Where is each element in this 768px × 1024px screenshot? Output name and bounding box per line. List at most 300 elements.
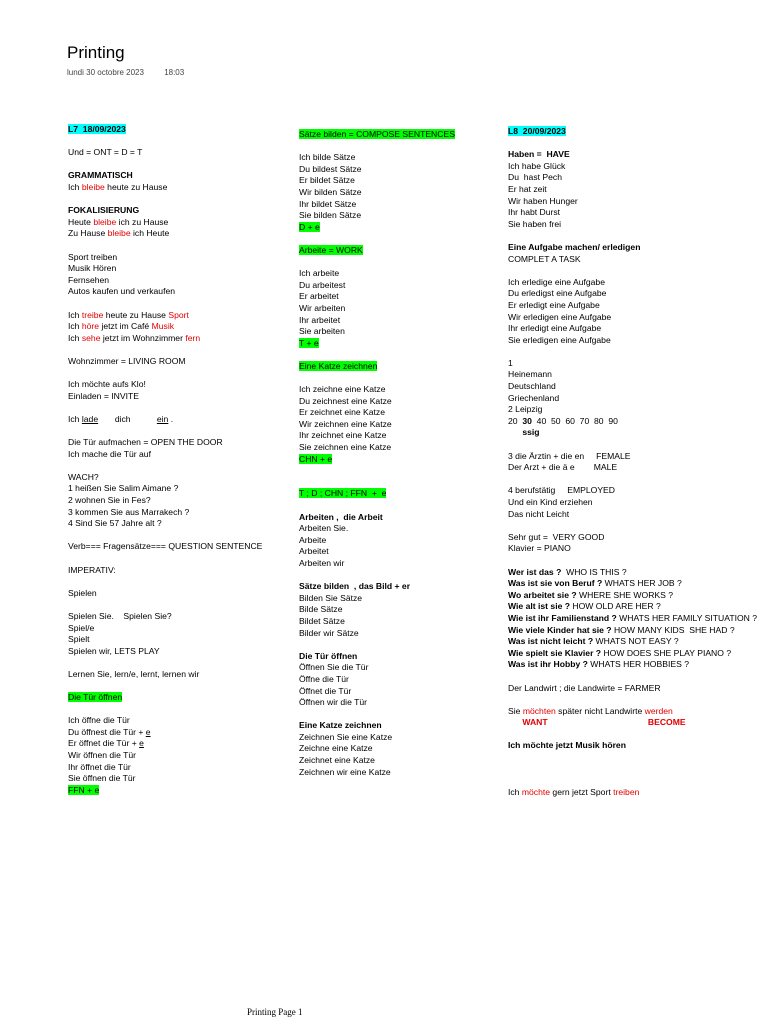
note-segment: COMPLET A TASK xyxy=(508,253,581,264)
blank-line xyxy=(299,477,455,489)
note-segment: Ich xyxy=(68,332,82,343)
blank-line xyxy=(68,681,262,693)
blank-line xyxy=(299,709,455,721)
note-line xyxy=(299,280,455,292)
note-line xyxy=(299,674,455,686)
note-segment: treibe xyxy=(81,309,104,320)
note-segment: WHO IS THIS ? xyxy=(561,566,627,577)
note-segment: Spielen Sie. Spielen Sie? xyxy=(68,610,172,621)
note-segment: 2 Leipzig xyxy=(508,404,543,415)
blank-line xyxy=(508,555,757,567)
note-segment: IMPERATIV: xyxy=(68,564,116,575)
note-segment: ich Heute xyxy=(130,228,170,239)
note-segment: CHN + e xyxy=(299,453,333,464)
note-line xyxy=(508,207,757,219)
blank-line xyxy=(68,530,262,542)
note-segment: Ich habe Glück xyxy=(508,160,566,171)
blank-line xyxy=(508,230,757,242)
note-segment: höre xyxy=(81,321,100,332)
note-line xyxy=(68,773,262,785)
note-segment: Du öffnest die Tür + xyxy=(68,726,146,737)
note-line xyxy=(299,488,455,500)
note-line xyxy=(508,196,757,208)
note-line xyxy=(299,338,455,350)
note-line xyxy=(508,184,757,196)
note-segment: GRAMMATISCH xyxy=(68,170,133,181)
note-line xyxy=(299,546,455,558)
notes-column-2 xyxy=(299,129,455,778)
blank-line xyxy=(508,265,757,277)
note-line xyxy=(299,396,455,408)
note-segment: Wo arbeitet sie ? xyxy=(508,589,577,600)
blank-line xyxy=(508,474,757,486)
note-line xyxy=(299,164,455,176)
note-line xyxy=(508,567,757,579)
note-line xyxy=(68,507,262,519)
note-line xyxy=(68,124,262,136)
blank-line xyxy=(68,425,262,437)
note-segment: Arbeiten wir xyxy=(299,557,345,568)
blank-line xyxy=(299,570,455,582)
note-segment: WHATS HER HOBBIES ? xyxy=(587,659,689,670)
note-segment: Arbeiten , die Arbeit xyxy=(299,511,383,522)
note-segment: Sie bilden Sätze xyxy=(299,210,362,221)
note-segment: Wer ist das ? xyxy=(508,566,562,577)
note-segment: Einladen = INVITE xyxy=(68,390,139,401)
note-segment: treiben xyxy=(613,786,640,797)
note-segment: Ich möchte jetzt Musik hören xyxy=(508,740,626,751)
note-segment: möchten xyxy=(522,705,556,716)
note-line xyxy=(68,321,262,333)
note-segment: e xyxy=(139,738,144,749)
note-segment: Klavier = PIANO xyxy=(508,543,571,554)
note-line xyxy=(68,414,262,426)
notes-column-3 xyxy=(508,126,757,798)
note-line xyxy=(299,199,455,211)
note-line xyxy=(68,147,262,159)
note-segment: WHATS HER JOB ? xyxy=(602,578,682,589)
note-segment: Zeichnet eine Katze xyxy=(299,755,375,766)
note-segment: . xyxy=(168,413,174,424)
note-line xyxy=(508,288,757,300)
note-segment: Spielen xyxy=(68,587,97,598)
note-line xyxy=(508,312,757,324)
note-line xyxy=(508,648,757,660)
note-segment: Bildet Sätze xyxy=(299,615,345,626)
note-segment: ein xyxy=(156,413,169,424)
note-line xyxy=(68,472,262,484)
note-segment: Ich xyxy=(68,413,82,424)
note-segment: Eine Katze zeichnen xyxy=(299,360,378,371)
note-segment: Ich bilde Sätze xyxy=(299,152,356,163)
note-line xyxy=(299,732,455,744)
note-segment: WACH? xyxy=(68,471,99,482)
note-segment: Griechenland xyxy=(508,392,560,403)
note-line xyxy=(299,152,455,164)
note-line xyxy=(508,358,757,370)
note-segment: heute zu Hause xyxy=(104,181,168,192)
blank-line xyxy=(299,349,455,361)
note-line xyxy=(68,483,262,495)
note-line xyxy=(508,706,757,718)
note-segment: Öffnen Sie die Tür xyxy=(299,662,369,673)
blank-line xyxy=(299,257,455,269)
note-segment: Öffnen wir die Tür xyxy=(299,697,367,708)
note-segment: Wir bilden Sätze xyxy=(299,186,362,197)
note-segment: Ihr arbeitet xyxy=(299,314,341,325)
note-segment: Autos kaufen und verkaufen xyxy=(68,286,176,297)
note-segment: werden xyxy=(644,705,673,716)
note-segment: Er öffnet die Tür + xyxy=(68,738,140,749)
note-segment: HOW MANY KIDS SHE HAD ? xyxy=(611,624,735,635)
blank-line xyxy=(508,752,757,764)
note-line xyxy=(508,254,757,266)
page-time: 18:03 xyxy=(164,68,185,77)
blank-line xyxy=(299,465,455,477)
note-line xyxy=(299,558,455,570)
note-line xyxy=(299,129,455,141)
note-segment: Öffnet die Tür xyxy=(299,685,352,696)
note-line xyxy=(68,333,262,345)
blank-line xyxy=(508,671,757,683)
note-line xyxy=(299,187,455,199)
note-line xyxy=(299,651,455,663)
note-line xyxy=(508,161,757,173)
note-segment: Ihr erledigt eine Aufgabe xyxy=(508,323,602,334)
note-line xyxy=(508,323,757,335)
blank-line xyxy=(508,775,757,787)
blank-line xyxy=(508,138,757,150)
note-segment: Und = ONT = D = T xyxy=(68,147,143,158)
blank-line xyxy=(299,372,455,384)
note-segment: 40 50 60 70 80 90 xyxy=(531,415,618,426)
note-segment: Sätze bilden , das Bild + er xyxy=(299,581,411,592)
note-segment: T + e xyxy=(299,337,319,348)
note-segment: FFN + e xyxy=(68,784,100,795)
note-segment: Sie xyxy=(508,705,523,716)
note-line xyxy=(508,497,757,509)
note-segment: Spiel/e xyxy=(68,622,95,633)
note-line xyxy=(68,182,262,194)
note-segment: Arbeite xyxy=(299,534,327,545)
note-line xyxy=(299,628,455,640)
note-line xyxy=(68,449,262,461)
blank-line xyxy=(68,159,262,171)
note-line xyxy=(508,126,757,138)
note-segment: 3 kommen Sie aus Marrakech ? xyxy=(68,506,190,517)
note-segment: WHERE SHE WORKS ? xyxy=(576,589,674,600)
note-segment: Was ist nicht leicht ? xyxy=(508,636,594,647)
blank-line xyxy=(68,136,262,148)
note-segment: Du zeichnest eine Katze xyxy=(299,395,392,406)
note-segment: möchte xyxy=(521,786,551,797)
note-line xyxy=(68,738,262,750)
note-line xyxy=(299,384,455,396)
note-segment: 20 xyxy=(508,415,523,426)
note-segment: Wir öffnen die Tür xyxy=(68,750,136,761)
note-line xyxy=(508,740,757,752)
note-segment: 4 berufstätig EMPLOYED xyxy=(508,485,615,496)
note-segment: Zeichnen Sie eine Katze xyxy=(299,731,393,742)
note-segment: Eine Katze zeichnen xyxy=(299,720,382,731)
note-segment: Arbeite = WORK xyxy=(299,244,363,255)
note-segment: Wohnzimmer = LIVING ROOM xyxy=(68,355,186,366)
blank-line xyxy=(68,402,262,414)
note-segment: Ich arbeite xyxy=(299,268,340,279)
note-segment: Er hat zeit xyxy=(508,183,547,194)
note-segment: FOKALISIERUNG xyxy=(68,205,140,216)
note-segment: Sätze bilden = COMPOSE SENTENCES xyxy=(299,129,455,139)
note-segment: Ich zeichne eine Katze xyxy=(299,384,386,395)
note-segment: Zeichnen wir eine Katze xyxy=(299,766,391,777)
note-segment: Sie haben frei xyxy=(508,218,562,229)
blank-line xyxy=(508,439,757,451)
note-segment: Ich möchte aufs Klo! xyxy=(68,379,146,390)
notes-column-1 xyxy=(68,124,262,796)
note-segment: L7 18/09/2023 xyxy=(68,124,126,134)
note-segment: Musik Hören xyxy=(68,263,117,274)
note-segment: L8 20/09/2023 xyxy=(508,126,566,136)
blank-line xyxy=(508,729,757,741)
note-segment: Wir arbeiten xyxy=(299,302,346,313)
note-line xyxy=(68,692,262,704)
note-segment: Wie alt ist sie ? xyxy=(508,601,571,612)
note-line xyxy=(508,509,757,521)
note-segment: HOW DOES SHE PLAY PIANO ? xyxy=(601,647,732,658)
note-segment: Du arbeitest xyxy=(299,279,346,290)
note-line xyxy=(299,303,455,315)
note-segment: bleibe xyxy=(107,228,131,239)
note-segment: gern jetzt Sport xyxy=(550,786,614,797)
note-line xyxy=(299,419,455,431)
note-line xyxy=(68,541,262,553)
note-segment: Verb=== Fragensätze=== QUESTION SENTENCE xyxy=(68,541,263,552)
note-segment: Haben = HAVE xyxy=(508,149,570,160)
note-line xyxy=(508,462,757,474)
blank-line xyxy=(68,553,262,565)
note-segment: Was ist ihr Hobby ? xyxy=(508,659,588,670)
note-segment: Ich xyxy=(68,321,82,332)
note-segment: 4 Sind Sie 57 Jahre alt ? xyxy=(68,518,162,529)
note-line xyxy=(68,669,262,681)
note-line xyxy=(68,750,262,762)
note-segment: Spielen wir, LETS PLAY xyxy=(68,645,160,656)
note-segment: 2 wohnen Sie in Fes? xyxy=(68,495,151,505)
blank-line xyxy=(68,576,262,588)
note-segment: Der Landwirt ; die Landwirte = FARMER xyxy=(508,682,661,693)
note-line xyxy=(508,149,757,161)
note-line xyxy=(508,277,757,289)
note-segment: Sie zeichnen eine Katze xyxy=(299,442,392,453)
note-segment: Die Tür öffnen xyxy=(299,650,358,661)
note-segment: 3 die Ärztin + die en FEMALE xyxy=(508,450,631,461)
note-line xyxy=(68,785,262,797)
note-segment: Ich xyxy=(68,181,82,192)
blank-line xyxy=(299,639,455,651)
blank-line xyxy=(299,141,455,153)
blank-line xyxy=(508,520,757,532)
blank-line xyxy=(68,367,262,379)
note-line xyxy=(508,532,757,544)
note-line xyxy=(508,636,757,648)
note-segment: Sie öffnen die Tür xyxy=(68,773,136,784)
note-line xyxy=(299,222,455,234)
note-segment: Was ist sie von Beruf ? xyxy=(508,578,603,589)
note-segment: Lernen Sie, lern/e, lernt, lernen wir xyxy=(68,668,200,679)
note-segment: Deutschland xyxy=(508,381,556,392)
blank-line xyxy=(68,240,262,252)
note-line xyxy=(299,755,455,767)
blank-line xyxy=(68,704,262,716)
note-line xyxy=(508,242,757,254)
note-line xyxy=(508,590,757,602)
note-segment: Er bildet Sätze xyxy=(299,175,355,186)
note-segment: Fernsehen xyxy=(68,274,110,285)
note-line xyxy=(68,611,262,623)
note-segment: D + e xyxy=(299,221,320,232)
note-line xyxy=(508,427,757,439)
note-segment: Zu Hause xyxy=(68,228,108,239)
note-segment: bleibe xyxy=(81,181,105,192)
note-line xyxy=(299,523,455,535)
note-line xyxy=(299,535,455,547)
note-line xyxy=(68,565,262,577)
note-line xyxy=(68,518,262,530)
note-line xyxy=(508,601,757,613)
blank-line xyxy=(68,657,262,669)
note-line xyxy=(68,634,262,646)
note-line xyxy=(299,662,455,674)
note-line xyxy=(508,717,757,729)
note-segment: bleibe xyxy=(93,216,117,227)
blank-line xyxy=(68,194,262,206)
note-line xyxy=(68,310,262,322)
note-segment: Heute xyxy=(68,216,94,227)
note-segment: dich xyxy=(98,413,157,424)
note-line xyxy=(299,743,455,755)
note-line xyxy=(299,581,455,593)
note-line xyxy=(508,404,757,416)
note-line xyxy=(299,268,455,280)
note-segment: sehe xyxy=(81,332,101,343)
blank-line xyxy=(508,764,757,776)
note-line xyxy=(508,485,757,497)
blank-line xyxy=(299,500,455,512)
note-line xyxy=(299,430,455,442)
note-line xyxy=(508,381,757,393)
note-line xyxy=(299,686,455,698)
note-line xyxy=(508,416,757,428)
page-meta xyxy=(67,68,202,77)
blank-line xyxy=(68,599,262,611)
note-segment: Ihr öffnet die Tür xyxy=(68,761,131,772)
note-segment: ich zu Hause xyxy=(116,216,169,227)
note-line xyxy=(299,512,455,524)
note-segment: Arbeitet xyxy=(299,546,329,557)
note-segment: Sehr gut = VERY GOOD xyxy=(508,531,605,542)
note-line xyxy=(299,407,455,419)
note-segment: ssig xyxy=(508,427,540,438)
page-footer: Printing Page 1 xyxy=(247,1007,303,1017)
note-segment: 30 xyxy=(522,415,532,426)
note-line xyxy=(508,625,757,637)
blank-line xyxy=(508,346,757,358)
note-segment: Ihr zeichnet eine Katze xyxy=(299,430,387,441)
note-line xyxy=(508,451,757,463)
note-line xyxy=(508,393,757,405)
note-segment: Und ein Kind erziehen xyxy=(508,497,593,507)
note-segment: 1 xyxy=(508,357,513,368)
note-line xyxy=(299,245,455,257)
note-line xyxy=(299,720,455,732)
note-segment: Wie viele Kinder hat sie ? xyxy=(508,624,612,635)
note-segment: Wie ist ihr Familienstand ? xyxy=(508,612,617,623)
note-segment: Ich erledige eine Aufgabe xyxy=(508,276,605,287)
note-segment: Er zeichnet eine Katze xyxy=(299,407,385,418)
note-line xyxy=(68,205,262,217)
note-segment: 1 heißen Sie Salim Aimane ? xyxy=(68,483,179,494)
note-segment: Öffne die Tür xyxy=(299,673,349,684)
note-segment: Musik xyxy=(151,321,175,332)
note-line xyxy=(68,623,262,635)
note-line xyxy=(68,762,262,774)
note-line xyxy=(299,210,455,222)
note-segment: Sie erledigen eine Aufgabe xyxy=(508,334,611,345)
blank-line xyxy=(68,344,262,356)
note-segment: Er arbeitet xyxy=(299,291,339,302)
note-line xyxy=(508,683,757,695)
blank-line xyxy=(299,233,455,245)
note-line xyxy=(299,315,455,327)
note-line xyxy=(299,593,455,605)
note-segment: Sport treiben xyxy=(68,251,118,262)
note-line xyxy=(68,263,262,275)
note-segment: WHATS NOT EASY ? xyxy=(593,636,679,647)
note-line xyxy=(68,495,262,507)
note-line xyxy=(68,217,262,229)
note-segment: Arbeiten Sie. xyxy=(299,523,349,534)
blank-line xyxy=(508,694,757,706)
note-line xyxy=(299,326,455,338)
note-segment: Wir haben Hunger xyxy=(508,195,578,206)
note-line xyxy=(299,767,455,779)
note-segment: Ihr habt Durst xyxy=(508,207,561,218)
note-line xyxy=(68,379,262,391)
note-line xyxy=(68,715,262,727)
note-line xyxy=(68,356,262,368)
note-line xyxy=(68,170,262,182)
note-segment: Das nicht Leicht xyxy=(508,508,570,519)
note-segment: Ich öffne die Tür xyxy=(68,715,130,726)
note-line xyxy=(68,727,262,739)
note-line xyxy=(508,543,757,555)
note-line xyxy=(68,391,262,403)
note-segment: Ich xyxy=(68,309,82,320)
note-segment: jetzt im Wohnzimmer xyxy=(100,332,186,343)
note-line xyxy=(299,175,455,187)
note-segment: Heinemann xyxy=(508,369,552,380)
note-line xyxy=(299,442,455,454)
blank-line xyxy=(68,298,262,310)
note-line xyxy=(508,172,757,184)
note-segment: Du erledigst eine Aufgabe xyxy=(508,288,607,299)
page-date: lundi 30 octobre 2023 xyxy=(67,68,144,77)
note-segment: T ; D ; CHN ; FFN + e xyxy=(299,488,387,499)
note-segment: WANT BECOME xyxy=(508,717,686,728)
note-line xyxy=(68,286,262,298)
note-segment: Wir erledigen eine Aufgabe xyxy=(508,311,612,322)
note-segment: Die Tür aufmachen = OPEN THE DOOR xyxy=(68,437,223,448)
